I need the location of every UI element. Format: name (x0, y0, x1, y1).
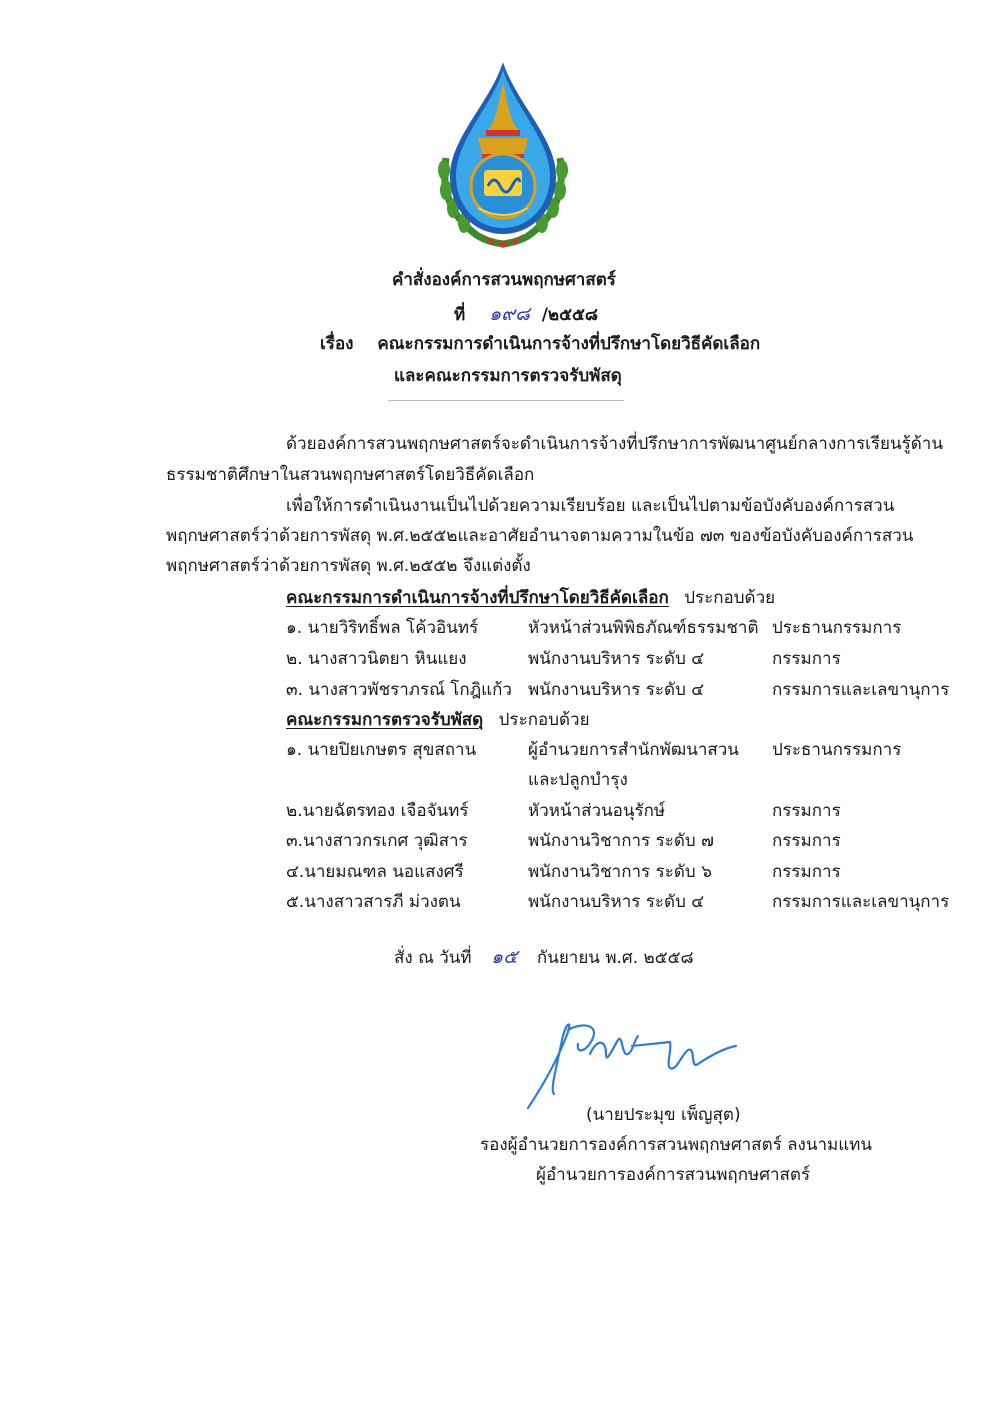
member-position: พนักงานบริหาร ระดับ ๔ (528, 649, 705, 669)
committee-2-row (286, 827, 946, 857)
signer-title-1: รองผู้อำนวยการองค์การสวนพฤกษศาสตร์ ลงนามแทน (480, 1135, 873, 1155)
committee-1-row (286, 645, 946, 675)
committee-1-heading (286, 584, 775, 611)
member-name: ๕.นางสาวสารภี ม่วงตน (286, 892, 461, 912)
member-name: ๑. นายวิริทธิ์พล โค้วอินทร์ (286, 618, 479, 638)
member-role: กรรมการ (772, 649, 841, 669)
handwritten-signature-icon (520, 1010, 760, 1115)
paragraph-2-line-3: พฤกษศาสตร์ว่าด้วยการพัสดุ พ.ศ.๒๕๕๒ จึงแต่งตั้ง (166, 556, 531, 576)
member-position: พนักงานบริหาร ระดับ ๔ (528, 680, 705, 700)
member-name: ๒.นายฉัตรทอง เจือจันทร์ (286, 801, 469, 821)
number-year: /๒๕๕๘ (541, 305, 598, 325)
order-number (454, 299, 598, 329)
date-day: ๑๕ (491, 946, 518, 968)
committee-2-row (286, 797, 946, 827)
number-value: ๑๙๘ (489, 303, 530, 325)
subject-line (320, 330, 760, 357)
member-position: ผู้อำนวยการสำนักพัฒนาสวน (528, 740, 739, 760)
committee-2-heading (286, 706, 590, 733)
paragraph-1-line-2: ธรรมชาติศึกษาในสวนพฤกษศาสตร์โดยวิธีคัดเลือก (166, 465, 535, 485)
committee-2-title: คณะกรรมการตรวจรับพัสดุ (286, 710, 484, 730)
signer-title-2: ผู้อำนวยการองค์การสวนพฤกษศาสตร์ (536, 1165, 811, 1185)
committee-1-suffix: ประกอบด้วย (684, 588, 776, 608)
committee-1-row (286, 676, 950, 706)
member-name: ๑. นายปิยเกษตร สุขสถาน (286, 740, 477, 760)
number-label: ที่ (454, 305, 466, 325)
member-role: กรรมการและเลขานุการ (772, 892, 950, 912)
member-position: พนักงานวิชาการ ระดับ ๖ (528, 862, 712, 882)
subject-text-2: และคณะกรรมการตรวจรับพัสดุ (394, 366, 622, 386)
order-title: คำสั่งองค์การสวนพฤกษศาสตร์ (392, 270, 616, 290)
committee-1-title: คณะกรรมการดำเนินการจ้างที่ปรึกษาโดยวิธีคัดเลือก (286, 588, 669, 608)
member-role: กรรมการและเลขานุการ (772, 680, 950, 700)
member-position: พนักงานบริหาร ระดับ ๔ (528, 892, 705, 912)
paragraph-2-line-2: พฤกษศาสตร์ว่าด้วยการพัสดุ พ.ศ.๒๕๕๒และอาศัยอำนาจตามความในข้อ ๗๓ ของข้อบังคับองค์การสวน (166, 526, 914, 546)
member-name: ๓.นางสาวกรเกศ วุฒิสาร (286, 831, 468, 851)
member-role: กรรมการ (772, 862, 841, 882)
member-role: ประธานกรรมการ (772, 618, 902, 638)
committee-2-row (286, 736, 946, 796)
subject-text-1: คณะกรรมการดำเนินการจ้างที่ปรึกษาโดยวิธีคัดเลือก (377, 334, 761, 354)
committee-1-row (286, 614, 946, 644)
committee-2-row (286, 888, 950, 918)
paragraph-1-line-1: ด้วยองค์การสวนพฤกษศาสตร์จะดำเนินการจ้างที่ปรึกษาการพัฒนาศูนย์กลางการเรียนรู้ด้าน (286, 434, 943, 454)
member-role: กรรมการ (772, 801, 841, 821)
header-divider (388, 400, 624, 401)
member-role: กรรมการ (772, 831, 841, 851)
committee-2-suffix: ประกอบด้วย (498, 710, 590, 730)
park-organization-emblem-icon (428, 58, 578, 250)
member-position: พนักงานวิชาการ ระดับ ๗ (528, 831, 714, 851)
date-prefix: สั่ง ณ วันที่ (394, 948, 472, 968)
member-position: หัวหน้าส่วนอนุรักษ์ (528, 801, 666, 821)
signer-name: (นายประมุข เพ็ญสุต) (586, 1105, 741, 1125)
date-month-year: กันยายน พ.ศ. ๒๕๕๘ (536, 948, 694, 968)
member-position: หัวหน้าส่วนพิพิธภัณฑ์ธรรมชาติ (528, 618, 759, 638)
member-name: ๒. นางสาวนิตยา หินแยง (286, 649, 467, 669)
member-position-line-2: และปลูกบำรุง (528, 770, 628, 790)
committee-2-row (286, 858, 946, 888)
paragraph-2-line-1: เพื่อให้การดำเนินงานเป็นไปด้วยความเรียบร้อย และเป็นไปตามข้อบังคับองค์การสวน (286, 496, 895, 516)
member-role: ประธานกรรมการ (772, 740, 902, 760)
subject-label: เรื่อง (320, 334, 354, 354)
order-date (394, 942, 694, 972)
member-name: ๔.นายมณฑล นอแสงศรี (286, 862, 464, 882)
member-name: ๓. นางสาวพัชราภรณ์ โกฎิแก้ว (286, 680, 512, 700)
